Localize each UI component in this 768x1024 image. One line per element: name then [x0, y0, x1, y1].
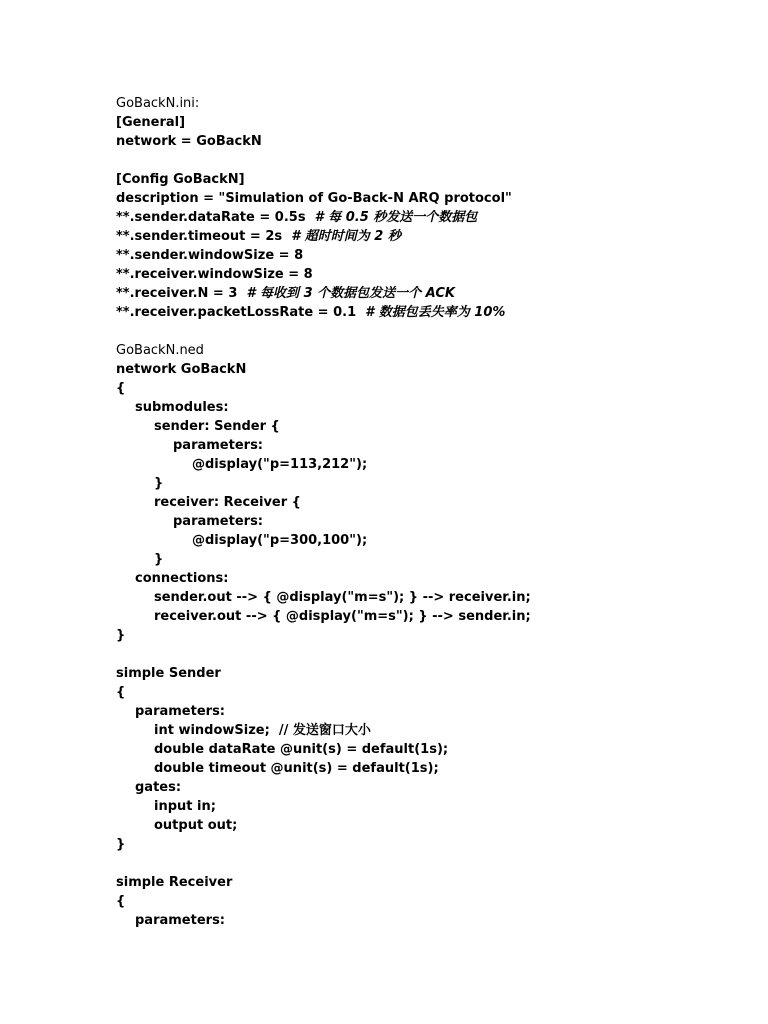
ned-simple-sender: simple Sender — [116, 666, 221, 681]
ned-simple-sender-close-brace: } — [116, 837, 126, 852]
ini-datarate-comment-prefix: # 每 — [314, 210, 346, 225]
ini-description-line: description = "Simulation of Go-Back-N ARQ protocol" — [116, 191, 512, 206]
ned-simple-sender-open-brace: { — [116, 685, 126, 700]
ini-loss-code: **.receiver.packetLossRate = 0.1 — [116, 305, 366, 320]
ini-timeout-code: **.sender.timeout = 2s — [116, 229, 292, 244]
ned-output-out: output out; — [154, 818, 238, 833]
ned-window-size-comment: // 发送窗口大小 — [278, 723, 371, 738]
ned-sender-close-brace: } — [154, 476, 164, 491]
ini-receiver-n-code: **.receiver.N = 3 — [116, 286, 247, 301]
ned-receiver-close-brace: } — [154, 552, 164, 567]
ned-receiver-parameters: parameters: — [173, 514, 264, 529]
ned-window-size-code: int windowSize; — [154, 723, 279, 738]
ini-general-header: [General] — [116, 115, 186, 130]
ini-datarate-comment-suffix: 秒发送一个数据包 — [368, 210, 478, 225]
ned-network-open-brace: { — [116, 381, 126, 396]
ini-timeout-comment-prefix: # 超时时间为 — [291, 229, 375, 244]
ned-window-size-line — [116, 721, 736, 740]
ned-simple-receiver-parameters: parameters: — [135, 913, 226, 928]
ini-receiver-n-comment-middle: 个数据包发送一个 — [312, 286, 426, 301]
ned-timeout-param: double timeout @unit(s) = default(1s); — [154, 761, 439, 776]
ini-loss-comment-prefix: # 数据包丢失率为 — [365, 305, 475, 320]
ned-datarate-param: double dataRate @unit(s) = default(1s); — [154, 742, 449, 757]
ned-receiver-display: @display("p=300,100"); — [192, 533, 368, 548]
ini-receiver-n-line — [116, 284, 736, 303]
ini-timeout-line — [116, 227, 736, 246]
ned-simple-sender-parameters: parameters: — [135, 704, 226, 719]
ini-datarate-code: **.sender.dataRate = 0.5s — [116, 210, 315, 225]
blank-line — [116, 151, 736, 170]
ned-sender-decl: sender: Sender { — [154, 419, 280, 434]
ini-sender-window-line: **.sender.windowSize = 8 — [116, 248, 304, 263]
ini-receiver-n-comment-value: 3 — [303, 286, 313, 301]
ini-datarate-comment-value: 0.5 — [345, 210, 369, 225]
ned-sender-parameters: parameters: — [173, 438, 264, 453]
ned-connection-2: receiver.out --> { @display("m=s"); } --> sender.in; — [154, 609, 531, 624]
ini-network-line: network = GoBackN — [116, 134, 262, 149]
ned-simple-receiver: simple Receiver — [116, 875, 233, 890]
blank-line — [116, 854, 736, 873]
blank-line — [116, 322, 736, 341]
ini-datarate-line — [116, 208, 736, 227]
code-listing — [116, 94, 736, 930]
ini-loss-comment-value: 10% — [474, 305, 506, 320]
ned-receiver-decl: receiver: Receiver { — [154, 495, 301, 510]
ini-timeout-comment-suffix: 秒 — [383, 229, 401, 244]
ini-timeout-comment — [291, 229, 401, 244]
ini-datarate-comment — [315, 210, 478, 225]
ini-loss-comment — [365, 305, 505, 320]
ned-connection-1: sender.out --> { @display("m=s"); } --> receiver.in; — [154, 590, 531, 605]
blank-line — [116, 645, 736, 664]
ned-filename: GoBackN.ned — [116, 343, 204, 358]
ned-sender-display: @display("p=113,212"); — [192, 457, 368, 472]
ini-receiver-n-comment-prefix: # 每收到 — [246, 286, 304, 301]
ini-config-header: [Config GoBackN] — [116, 172, 245, 187]
ned-network-decl: network GoBackN — [116, 362, 247, 377]
ned-connections: connections: — [135, 571, 229, 586]
ini-receiver-window-line: **.receiver.windowSize = 8 — [116, 267, 313, 282]
ned-gates: gates: — [135, 780, 182, 795]
ned-submodules: submodules: — [135, 400, 229, 415]
ned-network-close-brace: } — [116, 628, 126, 643]
ned-simple-receiver-open-brace: { — [116, 894, 126, 909]
ned-input-in: input in; — [154, 799, 216, 814]
ini-receiver-n-comment — [246, 286, 455, 301]
ini-loss-line — [116, 303, 736, 322]
ini-receiver-n-comment-ack: ACK — [425, 286, 455, 301]
ini-filename: GoBackN.ini: — [116, 96, 200, 111]
ini-timeout-comment-value: 2 — [374, 229, 384, 244]
